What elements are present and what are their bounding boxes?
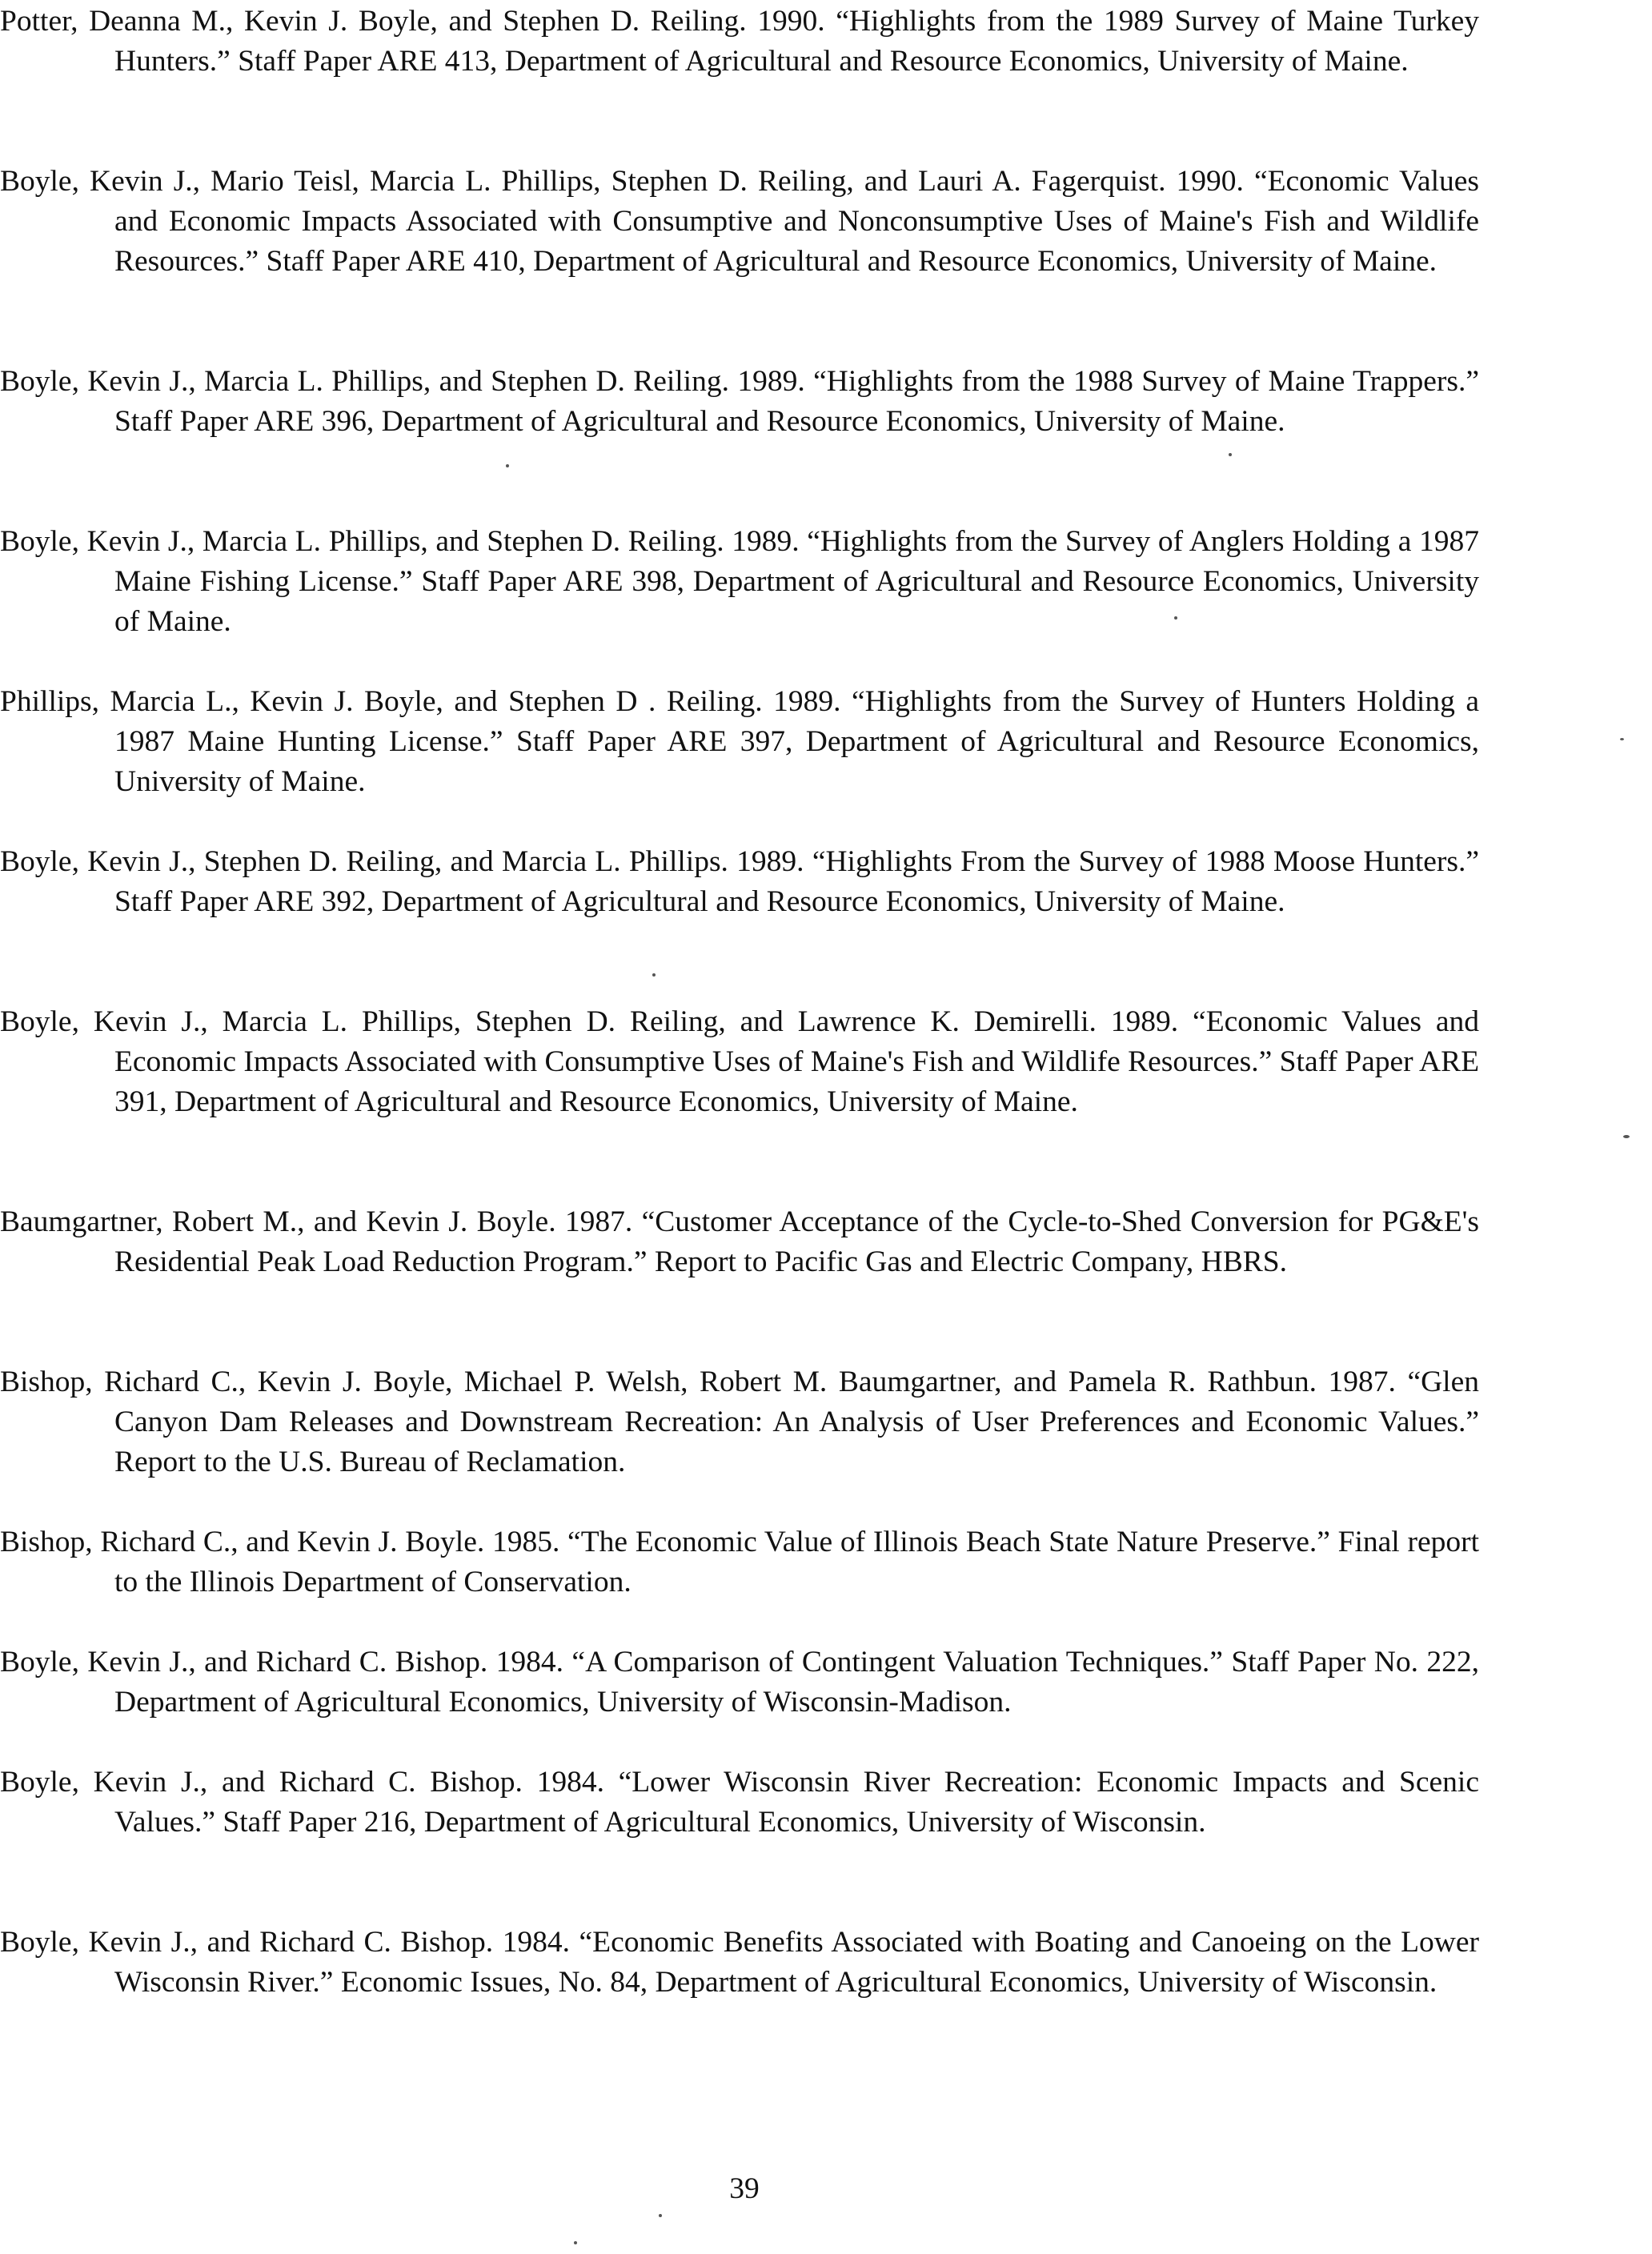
reference-entry: Boyle, Kevin J., Stephen D. Reiling, and Marcia L. Phillips. 1989. “Highlights From the Survey of 1988 Moose Hunters.” Staff Paper ARE 392, Department of Agricultural and Resource Economics, University of Maine.	[0, 845, 1479, 918]
reference-entry: Phillips, Marcia L., Kevin J. Boyle, and Stephen D . Reiling. 1989. “Highlights from the Survey of Hunters Holding a 1987 Maine Hunting License.” Staff Paper ARE 397, Department of Agricultural and Resource Economics, University of Maine.	[0, 685, 1479, 798]
reference-entry: Boyle, Kevin J., and Richard C. Bishop. 1984. “A Comparison of Contingent Valuation Techniques.” Staff Paper No. 222, Department of Agricultural Economics, University of Wisconsin-Madison.	[0, 1646, 1479, 1719]
scan-speck	[1229, 453, 1232, 456]
scan-speck	[1174, 616, 1177, 620]
scan-speck	[574, 2241, 577, 2244]
reference-entry: Boyle, Kevin J., Marcia L. Phillips, and Stephen D. Reiling. 1989. “Highlights from the 1988 Survey of Maine Trappers.” Staff Paper ARE 396, Department of Agricultural and Resource Economics, University of Maine.	[0, 365, 1479, 438]
reference-entry: Potter, Deanna M., Kevin J. Boyle, and Stephen D. Reiling. 1990. “Highlights from the 1989 Survey of Maine Turkey Hunters.” Staff Paper ARE 413, Department of Agricultural and Resource Economics, University of Maine.	[0, 5, 1479, 78]
reference-entry: Bishop, Richard C., and Kevin J. Boyle. 1985. “The Economic Value of Illinois Beach State Nature Preserve.” Final report to the Illinois Department of Conservation.	[0, 1526, 1479, 1598]
reference-entry: Boyle, Kevin J., Marcia L. Phillips, and Stephen D. Reiling. 1989. “Highlights from the Survey of Anglers Holding a 1987 Maine Fishing License.” Staff Paper ARE 398, Department of Agricultural and Resource Economics, University of Maine.	[0, 525, 1479, 638]
scan-speck	[659, 2214, 662, 2217]
reference-entry: Boyle, Kevin J., Mario Teisl, Marcia L. Phillips, Stephen D. Reiling, and Lauri A. Fagerquist. 1990. “Economic Values and Economic Impacts Associated with Consumptive and Nonconsumptive Uses of Maine's Fish and Wildlife Resources.” Staff Paper ARE 410, Department of Agricultural and Resource Economics, University of Maine.	[0, 165, 1479, 278]
reference-entry: Bishop, Richard C., Kevin J. Boyle, Michael P. Welsh, Robert M. Baumgartner, and Pamela R. Rathbun. 1987. “Glen Canyon Dam Releases and Downstream Recreation: An Analysis of User Preferences and Economic Values.” Report to the U.S. Bureau of Reclamation.	[0, 1366, 1479, 1478]
reference-entry: Boyle, Kevin J., and Richard C. Bishop. 1984. “Lower Wisconsin River Recreation: Economic Impacts and Scenic Values.” Staff Paper 216, Department of Agricultural Economics, University of Wisconsin.	[0, 1766, 1479, 1839]
reference-entry: Boyle, Kevin J., and Richard C. Bishop. 1984. “Economic Benefits Associated with Boating and Canoeing on the Lower Wisconsin River.” Economic Issues, No. 84, Department of Agricultural Economics, University of Wisconsin.	[0, 1926, 1479, 1999]
scan-speck	[652, 973, 656, 977]
scan-speck	[1623, 1135, 1630, 1138]
page-number: 39	[729, 2172, 760, 2205]
reference-entry: Baumgartner, Robert M., and Kevin J. Boyle. 1987. “Customer Acceptance of the Cycle-to-Shed Conversion for PG&E's Residential Peak Load Reduction Program.” Report to Pacific Gas and Electric Company, HBRS.	[0, 1205, 1479, 1278]
scan-speck	[1620, 738, 1624, 740]
reference-entry: Boyle, Kevin J., Marcia L. Phillips, Stephen D. Reiling, and Lawrence K. Demirelli. 1989. “Economic Values and Economic Impacts Associated with Consumptive Uses of Maine's Fish and Wildlife Resources.” Staff Paper ARE 391, Department of Agricultural and Resource Economics, University of Maine.	[0, 1005, 1479, 1118]
scan-speck	[506, 464, 509, 467]
